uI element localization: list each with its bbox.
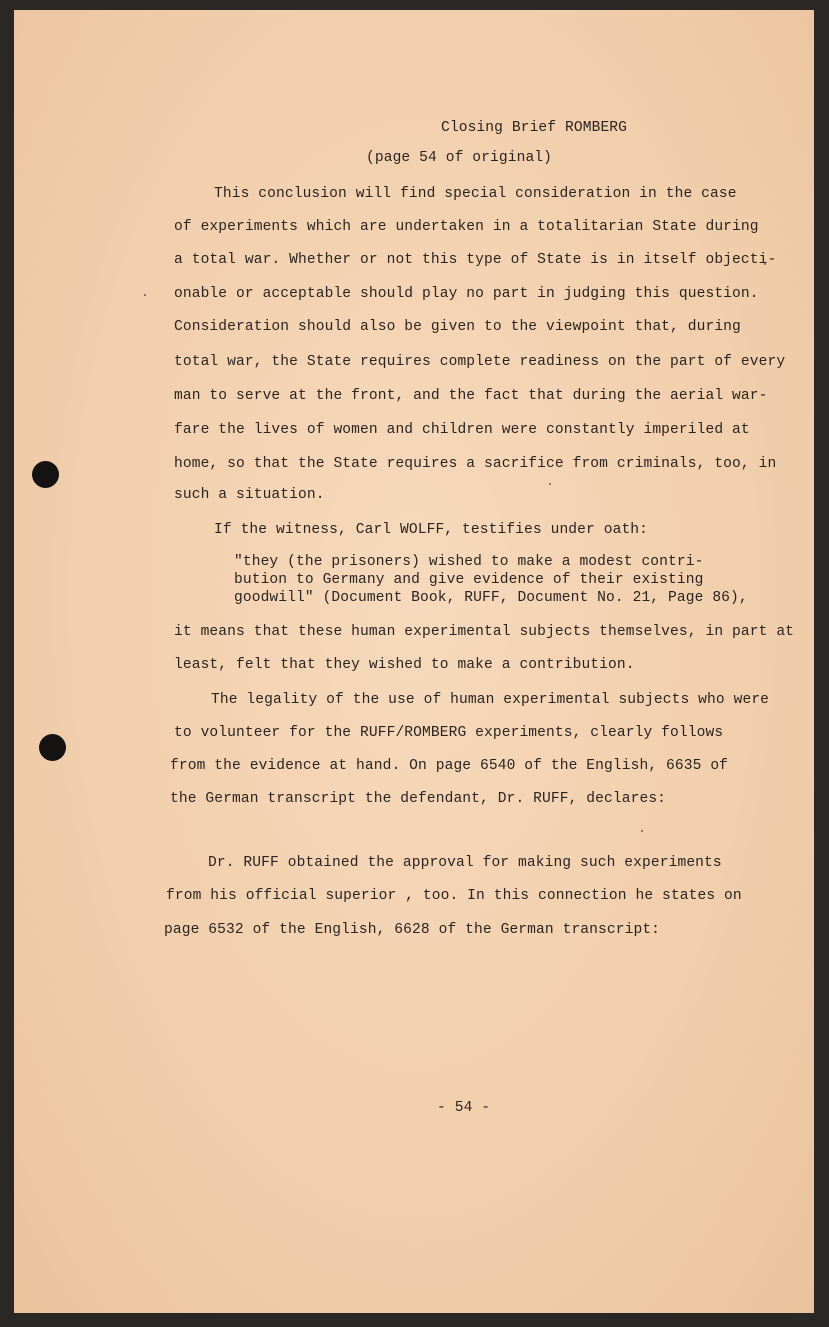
document-subtitle: (page 54 of original) — [366, 150, 553, 166]
text-line: to volunteer for the RUFF/ROMBERG experiments, clearly follows — [174, 725, 724, 741]
text-line: from his official superior , too. In this connection he states on — [166, 888, 742, 904]
text-line: of experiments which are undertaken in a totalitarian State during — [174, 219, 759, 235]
text-line: home, so that the State requires a sacrifice from criminals, too, in — [174, 456, 777, 472]
quote-line: bution to Germany and give evidence of their existing — [234, 572, 704, 588]
quote-line: "they (the prisoners) wished to make a modest contri- — [234, 554, 704, 570]
text-line: Dr. RUFF obtained the approval for making such experiments — [208, 855, 722, 871]
punch-hole-lower — [39, 734, 66, 761]
text-line: least, felt that they wished to make a contribution. — [174, 657, 635, 673]
text-line: the German transcript the defendant, Dr. RUFF, declares: — [170, 791, 667, 807]
text-line: Consideration should also be given to the viewpoint that, during — [174, 319, 741, 335]
text-line: such a situation. — [174, 487, 325, 503]
text-line: man to serve at the front, and the fact that during the aerial war- — [174, 388, 768, 404]
document-title: Closing Brief ROMBERG — [441, 120, 628, 136]
quote-line: goodwill" (Document Book, RUFF, Document No. 21, Page 86), — [234, 590, 748, 606]
text-line: The legality of the use of human experimental subjects who were — [211, 692, 770, 708]
text-line: onable or acceptable should play no part in judging this question. — [174, 286, 759, 302]
text-line: This conclusion will find special consideration in the case — [214, 186, 737, 202]
paper-speck — [641, 830, 643, 832]
punch-hole-upper — [32, 461, 59, 488]
page-number: - 54 - — [437, 1100, 491, 1116]
text-line: it means that these human experimental subjects themselves, in part at — [174, 624, 795, 640]
text-line: a total war. Whether or not this type of State is in itself objecti- — [174, 252, 777, 268]
text-line: total war, the State requires complete readiness on the part of every — [174, 354, 786, 370]
paper-speck — [144, 294, 146, 296]
text-line: page 6532 of the English, 6628 of the German transcript: — [164, 922, 661, 938]
text-line: fare the lives of women and children were constantly imperiled at — [174, 422, 750, 438]
text-line: from the evidence at hand. On page 6540 of the English, 6635 of — [170, 758, 729, 774]
paper-speck — [549, 483, 551, 485]
text-line: If the witness, Carl WOLFF, testifies under oath: — [214, 522, 649, 538]
document-page — [14, 10, 814, 1313]
